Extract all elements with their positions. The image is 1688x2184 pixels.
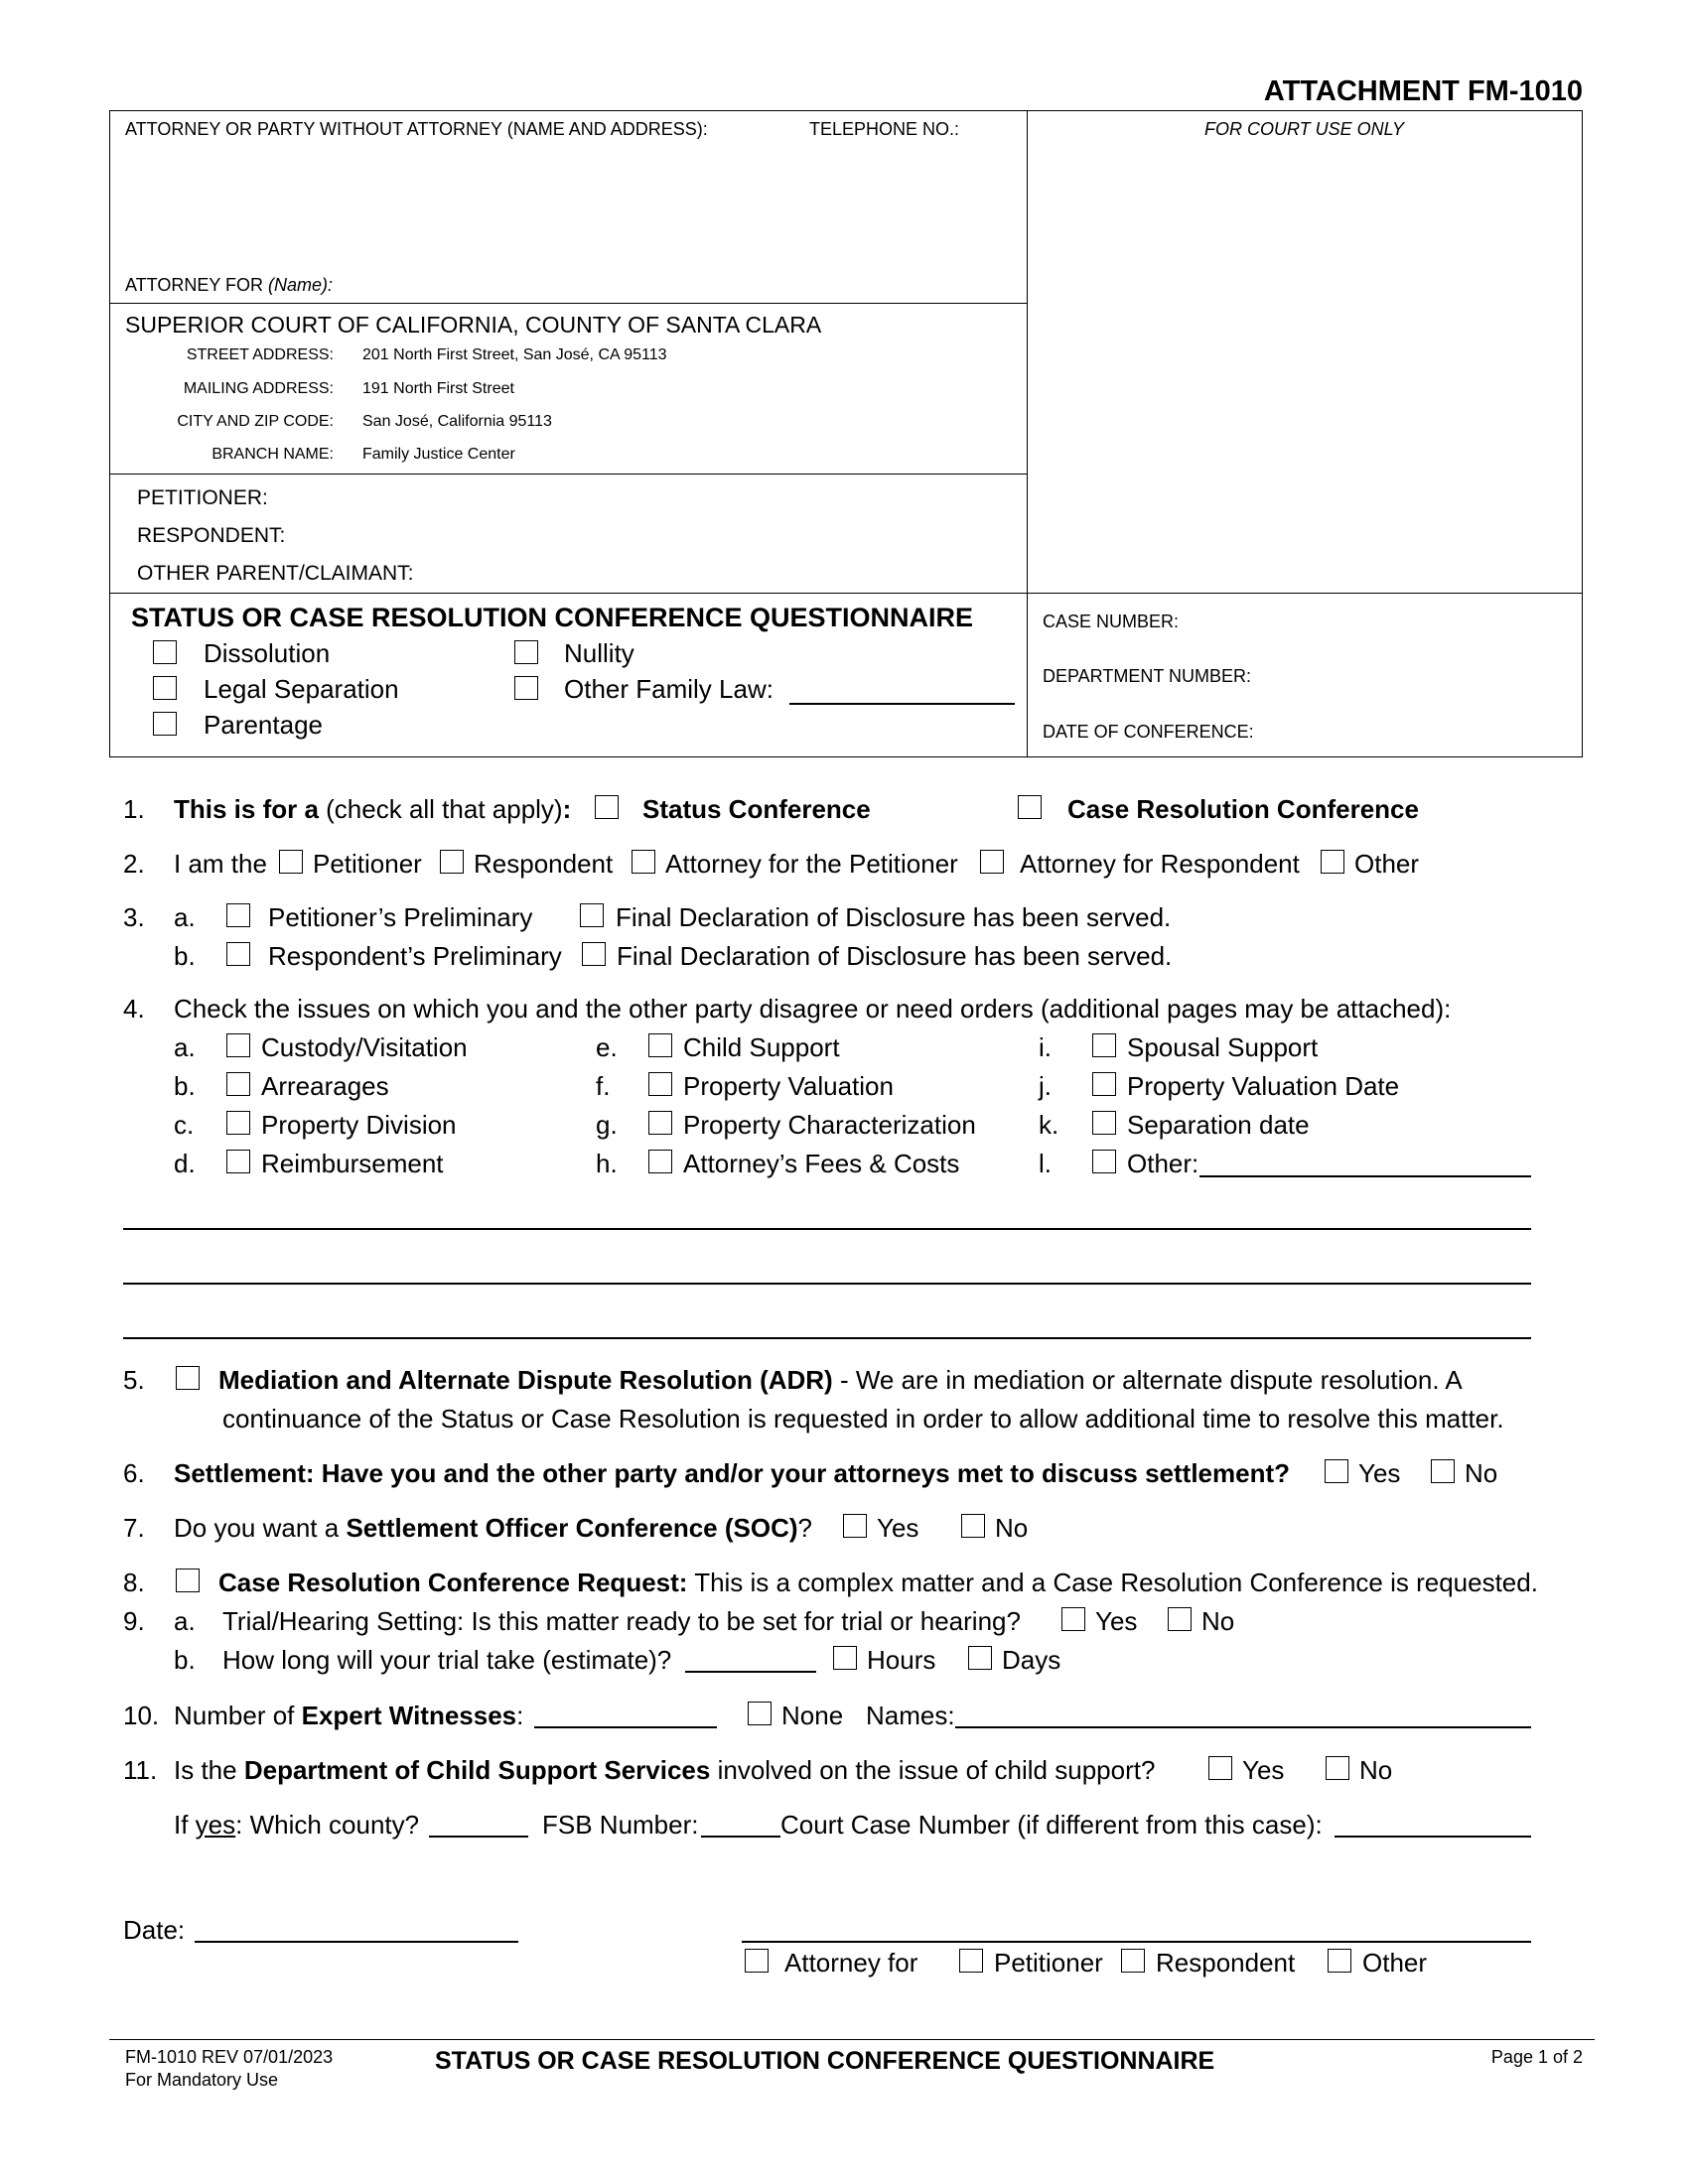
parentage-label: Parentage [204,710,323,740]
q7-yes-label: Yes [877,1513,919,1543]
q10-text: Number of Expert Witnesses: [174,1701,524,1730]
q5-text: Mediation and Alternate Dispute Resolution (ADR) - We are in mediation or alternate dispute resolution. A [218,1365,1463,1395]
spousal-support-checkbox[interactable] [1092,1033,1116,1057]
custody-visitation-label: Custody/Visitation [261,1032,468,1062]
q11-yes-checkbox[interactable] [1208,1756,1232,1780]
footer-rev: FM-1010 REV 07/01/2023 [125,2047,334,2067]
hours-checkbox[interactable] [833,1646,857,1670]
issue-letter: i. [1039,1032,1052,1062]
petitioner-label: PETITIONER: [137,486,268,509]
other-issue-label: Other: [1127,1149,1199,1178]
reimbursement-checkbox[interactable] [226,1150,250,1173]
issue-letter: f. [596,1071,611,1101]
q3-b-letter: b. [174,941,196,971]
q2-petitioner-label: Petitioner [313,849,422,879]
q11-text: Is the Department of Child Support Services involved on the issue of child support? [174,1755,1156,1785]
q4-lead: Check the issues on which you and the other party disagree or need orders (additional pages may be attached): [174,994,1452,1024]
q3a-petitioner-prelim-label: Petitioner’s Preliminary [268,902,533,932]
q2-atty-petitioner-checkbox[interactable] [632,850,655,874]
date-field[interactable] [195,1941,518,1943]
adr-checkbox[interactable] [176,1366,200,1390]
q2-respondent-label: Respondent [474,849,614,879]
sig-other-checkbox[interactable] [1328,1949,1351,1973]
issue-notes-line[interactable] [123,1283,1531,1285]
q6-text: Settlement: Have you and the other party and/or your attorneys met to discuss settlement? [174,1458,1291,1488]
property-characterization-checkbox[interactable] [648,1111,672,1135]
q2-other-checkbox[interactable] [1321,850,1344,874]
separation-date-label: Separation date [1127,1110,1310,1140]
q2-atty-respondent-label: Attorney for Respondent [1020,849,1300,879]
crc-request-checkbox[interactable] [176,1569,200,1592]
trial-length-field[interactable] [685,1671,816,1673]
other-family-law-field[interactable] [789,703,1015,705]
hours-label: Hours [867,1645,936,1675]
sig-respondent-checkbox[interactable] [1121,1949,1145,1973]
issue-letter: a. [174,1032,196,1062]
telephone-label: TELEPHONE NO.: [809,119,960,139]
department-number-label: DEPARTMENT NUMBER: [1043,666,1252,686]
date-label: Date: [123,1915,186,1945]
q9a-yes-label: Yes [1095,1606,1138,1636]
sig-petitioner-checkbox[interactable] [959,1949,983,1973]
q2-other-label: Other [1354,849,1420,879]
q7-no-label: No [995,1513,1029,1543]
q2-lead: I am the [174,849,267,879]
reimbursement-label: Reimbursement [261,1149,444,1178]
nullity-checkbox[interactable] [514,640,538,664]
other-family-law-checkbox[interactable] [514,676,538,700]
q8-number: 8. [123,1568,145,1597]
q4-number: 4. [123,994,145,1024]
expert-witnesses-count-field[interactable] [534,1726,717,1728]
child-support-label: Child Support [683,1032,840,1062]
q7-text: Do you want a Settlement Officer Conference (SOC)? [174,1513,812,1543]
q2-respondent-checkbox[interactable] [440,850,464,874]
q2-atty-petitioner-label: Attorney for the Petitioner [665,849,958,879]
child-support-checkbox[interactable] [648,1033,672,1057]
property-valuation-checkbox[interactable] [648,1072,672,1096]
property-division-checkbox[interactable] [226,1111,250,1135]
parentage-checkbox[interactable] [153,712,177,736]
none-checkbox[interactable] [748,1702,772,1725]
date-of-conference-label: DATE OF CONFERENCE: [1043,722,1254,742]
q2-number: 2. [123,849,145,879]
q9a-yes-checkbox[interactable] [1061,1607,1085,1631]
status-conference-checkbox[interactable] [595,795,619,819]
case-resolution-conference-label: Case Resolution Conference [1067,794,1419,824]
signature-line[interactable] [742,1941,1531,1943]
q3b-respondent-prelim-label: Respondent’s Preliminary [268,941,562,971]
property-characterization-label: Property Characterization [683,1110,976,1140]
case-number-label: CASE NUMBER: [1043,612,1180,631]
respondent-label: RESPONDENT: [137,524,286,547]
issue-letter: h. [596,1149,618,1178]
fsb-label: FSB Number: [542,1810,699,1840]
sig-petitioner-label: Petitioner [994,1948,1103,1978]
q5-line2: continuance of the Status or Case Resolution is requested in order to allow additional time to resolve this matter. [222,1404,1504,1433]
issue-letter: e. [596,1032,618,1062]
q6-no-checkbox[interactable] [1431,1459,1455,1483]
q3-number: 3. [123,902,145,932]
case-resolution-conference-checkbox[interactable] [1018,795,1042,819]
status-conference-label: Status Conference [642,794,871,824]
property-valuation-date-checkbox[interactable] [1092,1072,1116,1096]
q6-yes-label: Yes [1358,1458,1401,1488]
fsb-field[interactable] [701,1836,780,1838]
q8-text: Case Resolution Conference Request: This is a complex matter and a Case Resolution Conference is requested. [218,1568,1538,1597]
q9-b-letter: b. [174,1645,196,1675]
questionnaire-title: STATUS OR CASE RESOLUTION CONFERENCE QUESTIONNAIRE [131,603,974,632]
nullity-label: Nullity [564,638,634,668]
court-case-label: Court Case Number (if different from this case): [780,1810,1323,1840]
q2-petitioner-checkbox[interactable] [279,850,303,874]
form-id: ATTACHMENT FM-1010 [1263,75,1583,107]
q11-yes-label: Yes [1242,1755,1285,1785]
other-parent-label: OTHER PARENT/CLAIMANT: [137,562,414,585]
names-label: Names: [866,1701,955,1730]
q2-atty-respondent-checkbox[interactable] [980,850,1004,874]
q7-number: 7. [123,1513,145,1543]
property-valuation-label: Property Valuation [683,1071,894,1101]
dissolution-checkbox[interactable] [153,640,177,664]
issue-letter: k. [1039,1110,1059,1140]
branch-name-value: Family Justice Center [362,446,515,463]
q1-text: This is for a (check all that apply): [174,794,572,824]
q6-number: 6. [123,1458,145,1488]
attorneys-fees-label: Attorney’s Fees & Costs [683,1149,960,1178]
q3a-final-decl-checkbox[interactable] [580,903,604,927]
footer-mandatory: For Mandatory Use [125,2070,279,2090]
q11-number: 11. [123,1755,158,1785]
q7-no-checkbox[interactable] [961,1514,985,1538]
sig-attorney-for-checkbox[interactable] [745,1949,769,1973]
q3-a-letter: a. [174,902,196,932]
street-address-value: 201 North First Street, San José, CA 95113 [362,346,667,363]
issue-letter: d. [174,1149,196,1178]
days-label: Days [1002,1645,1061,1675]
q9-a-letter: a. [174,1606,196,1636]
q9a-no-checkbox[interactable] [1168,1607,1192,1631]
court-case-field[interactable] [1335,1836,1531,1838]
other-issue-checkbox[interactable] [1092,1150,1116,1173]
issue-letter: j. [1039,1071,1052,1101]
custody-visitation-checkbox[interactable] [226,1033,250,1057]
sig-other-label: Other [1362,1948,1428,1978]
expert-names-field[interactable] [955,1726,1531,1728]
q1-number: 1. [123,794,145,824]
legal-separation-label: Legal Separation [204,674,399,704]
q5-number: 5. [123,1365,145,1395]
q3a-petitioner-prelim-checkbox[interactable] [226,903,250,927]
q3b-final-decl-checkbox[interactable] [582,942,606,966]
city-zip-label: CITY AND ZIP CODE: [177,413,334,430]
days-checkbox[interactable] [968,1646,992,1670]
issue-letter: l. [1039,1149,1052,1178]
q9a-no-label: No [1201,1606,1235,1636]
q9b-text: How long will your trial take (estimate)? [222,1645,672,1675]
q9-number: 9. [123,1606,145,1636]
issue-letter: b. [174,1071,196,1101]
mailing-address-value: 191 North First Street [362,380,514,397]
other-family-law-label: Other Family Law: [564,674,774,704]
property-valuation-date-label: Property Valuation Date [1127,1071,1400,1101]
footer-page: Page 1 of 2 [1490,2047,1583,2067]
branch-name-label: BRANCH NAME: [211,446,334,463]
caption-divider [1027,110,1028,757]
q6-no-label: No [1465,1458,1498,1488]
attorneys-fees-checkbox[interactable] [648,1150,672,1173]
arrearages-label: Arrearages [261,1071,389,1101]
q6-yes-checkbox[interactable] [1325,1459,1348,1483]
spousal-support-label: Spousal Support [1127,1032,1319,1062]
legal-separation-checkbox[interactable] [153,676,177,700]
court-name: SUPERIOR COURT OF CALIFORNIA, COUNTY OF SANTA CLARA [125,312,822,338]
property-division-label: Property Division [261,1110,457,1140]
attorney-for-label: ATTORNEY FOR (Name): [125,275,334,295]
city-zip-value: San José, California 95113 [362,413,552,430]
q10-number: 10. [123,1701,160,1730]
q3a-final-decl-label: Final Declaration of Disclosure has been served. [616,902,1172,932]
separation-date-checkbox[interactable] [1092,1111,1116,1135]
other-issue-field[interactable] [1199,1175,1531,1177]
q7-yes-checkbox[interactable] [843,1514,867,1538]
sig-respondent-label: Respondent [1156,1948,1296,1978]
arrearages-checkbox[interactable] [226,1072,250,1096]
footer-title: STATUS OR CASE RESOLUTION CONFERENCE QUESTIONNAIRE [435,2047,1215,2075]
if-yes-text: If yes: Which county? [174,1810,420,1840]
q3b-respondent-prelim-checkbox[interactable] [226,942,250,966]
mailing-address-label: MAILING ADDRESS: [183,380,334,397]
caption-box [109,110,1583,757]
q3b-final-decl-label: Final Declaration of Disclosure has been served. [617,941,1173,971]
dissolution-label: Dissolution [204,638,331,668]
street-address-label: STREET ADDRESS: [186,346,334,363]
q9a-text: Trial/Hearing Setting: Is this matter ready to be set for trial or hearing? [222,1606,1021,1636]
issue-notes-line[interactable] [123,1337,1531,1339]
sig-attorney-for-label: Attorney for [784,1948,918,1978]
issue-letter: c. [174,1110,195,1140]
county-field[interactable] [429,1836,528,1838]
q11-no-label: No [1359,1755,1393,1785]
issue-letter: g. [596,1110,618,1140]
court-use-label: FOR COURT USE ONLY [1204,119,1405,139]
issue-notes-line[interactable] [123,1228,1531,1230]
q11-no-checkbox[interactable] [1326,1756,1349,1780]
none-label: None [781,1701,844,1730]
footer-rule [109,2039,1595,2040]
attorney-label: ATTORNEY OR PARTY WITHOUT ATTORNEY (NAME AND ADDRESS): [125,119,708,139]
